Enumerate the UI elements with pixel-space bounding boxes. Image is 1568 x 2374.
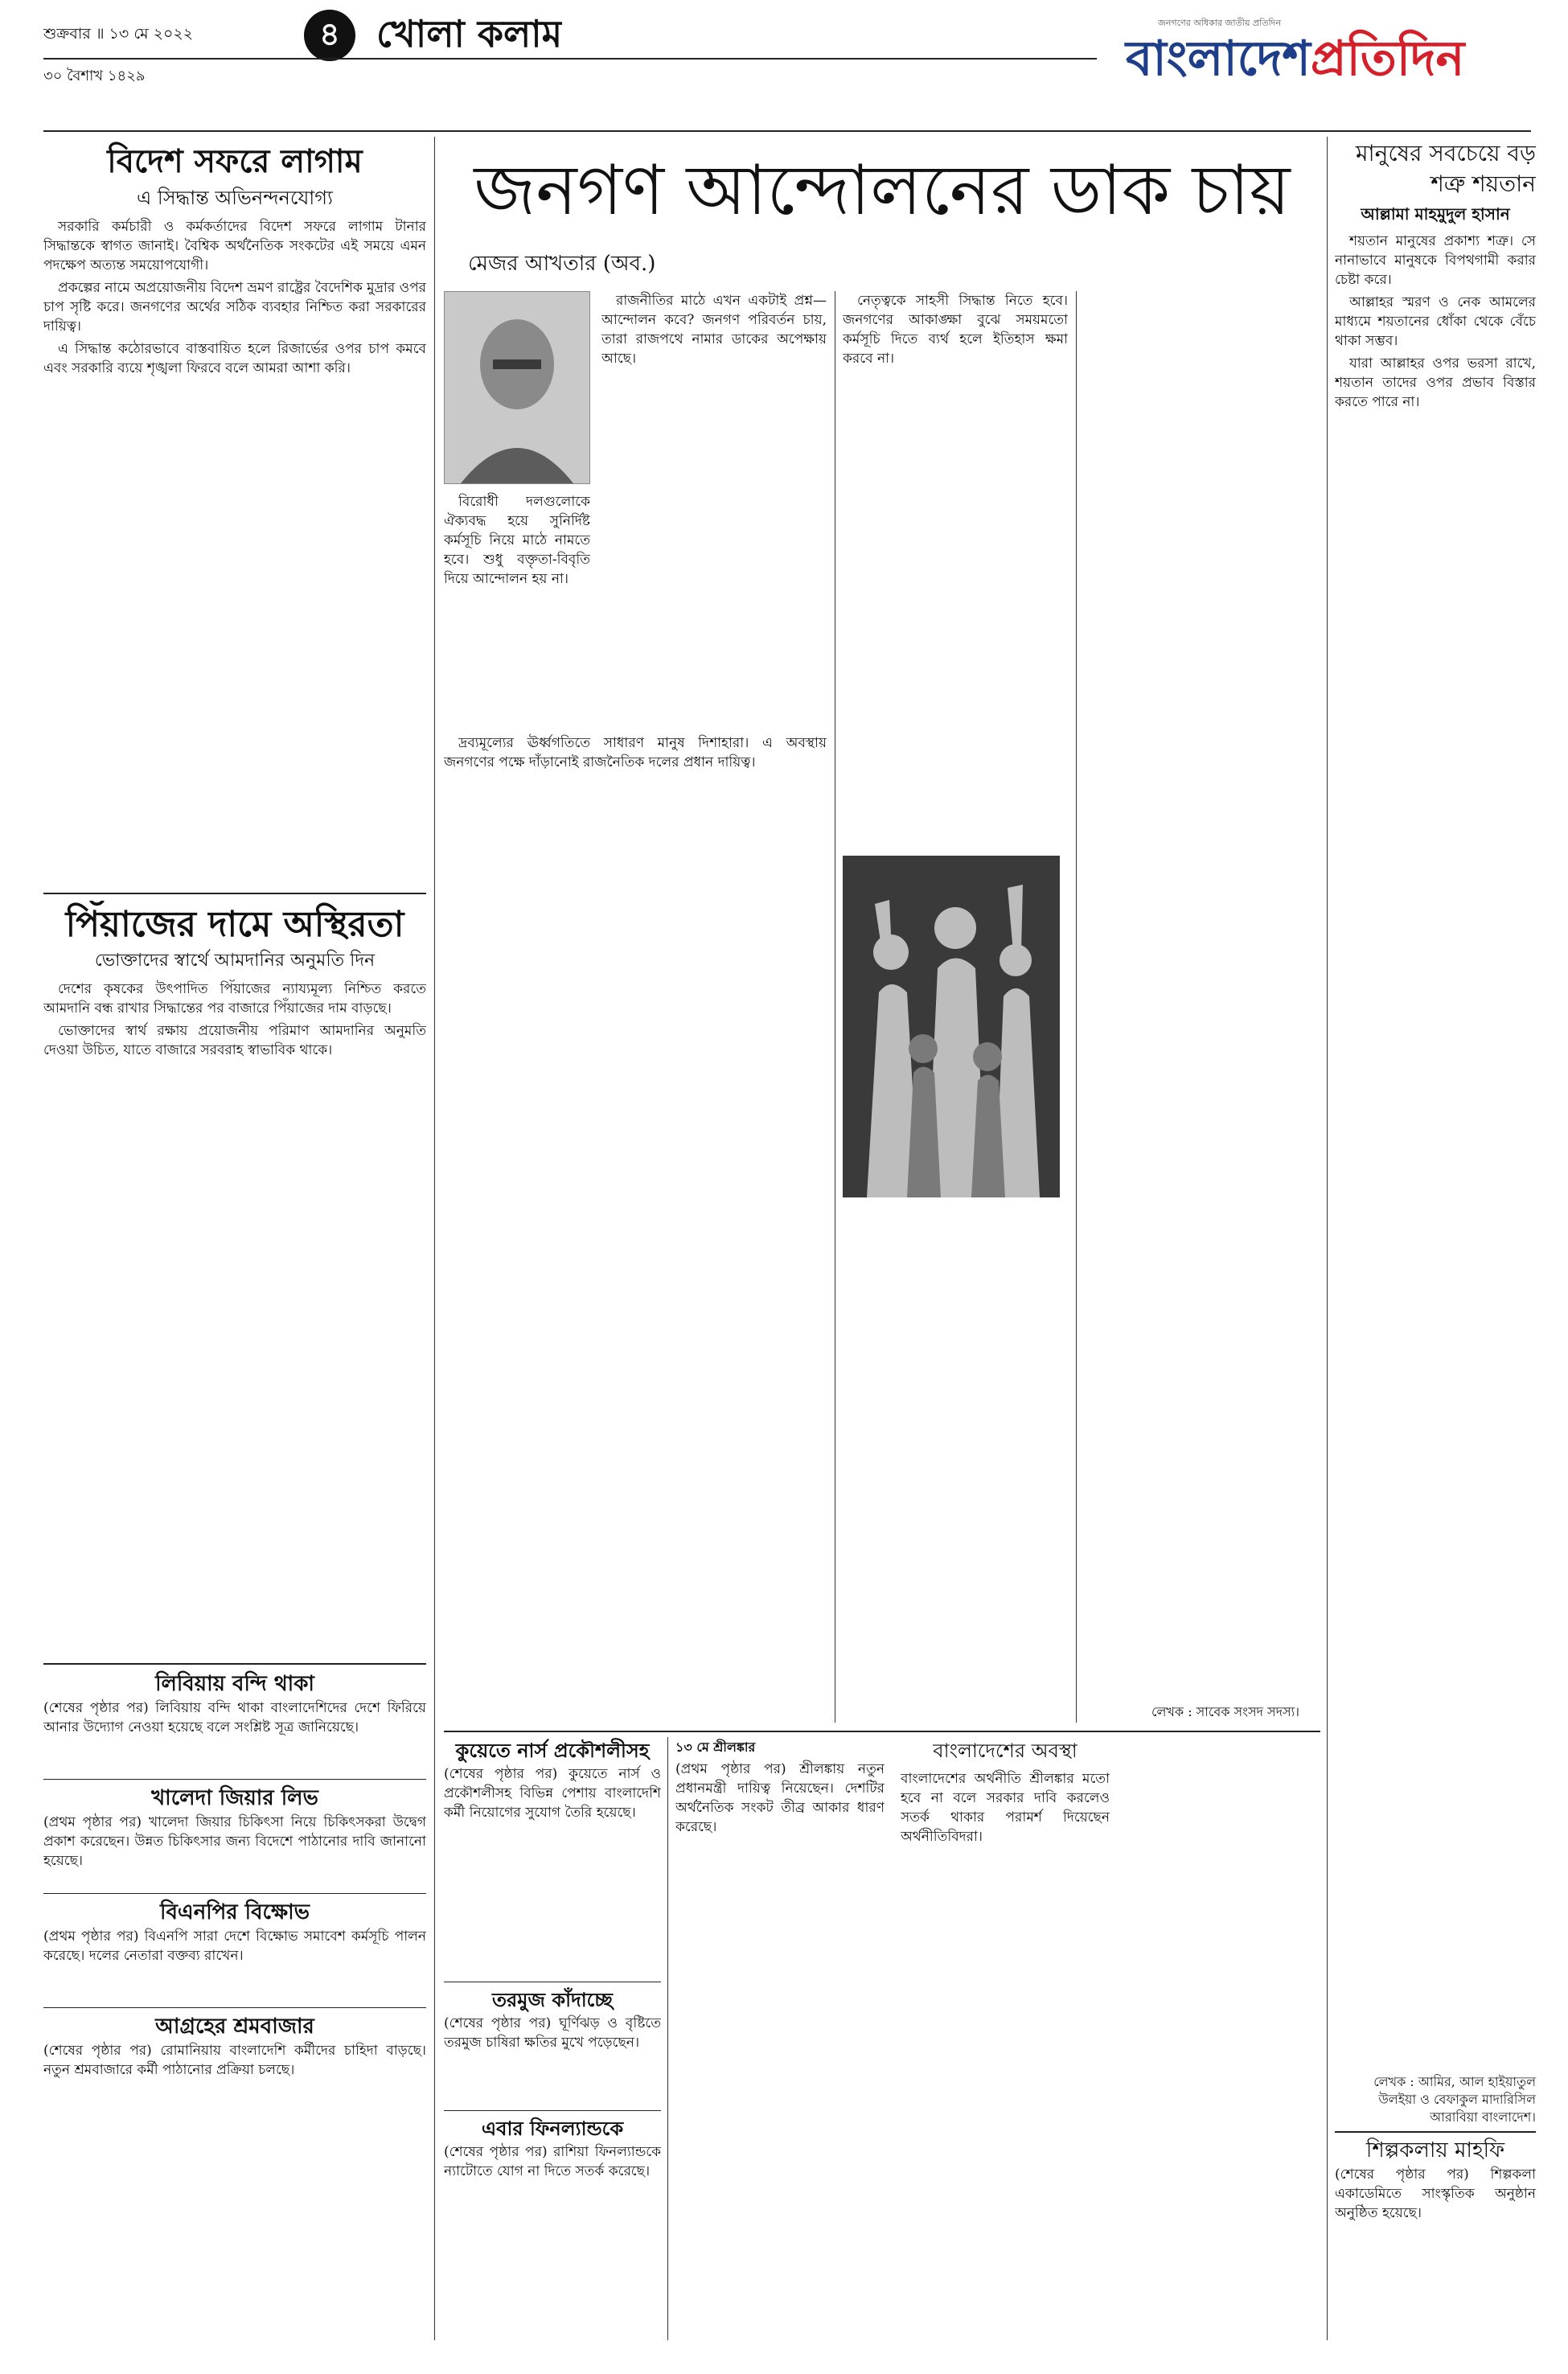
main-headline: জনগণ আন্দোলনের ডাক চায় bbox=[474, 150, 1291, 231]
brief-shilpakala: শিল্পকলায় মাহফি (শেষের পৃষ্ঠার পর) শিল্পকলা একাডেমিতে সাংস্কৃতিক অনুষ্ঠান অনুষ্ঠিত হয়েছে। bbox=[1335, 2138, 1536, 2221]
masthead bbox=[0, 0, 1568, 133]
main-body-col1b: বিরোধী দলগুলোকে ঐক্যবদ্ধ হয়ে সুনির্দিষ্ট কর্মসূচি নিয়ে মাঠে নামতে হবে। শুধু বক্তৃতা-বিবৃতি দিয়ে আন্দোলন হয় না। bbox=[444, 494, 590, 587]
author-byline: মেজর আখতার (অব.) bbox=[468, 252, 656, 276]
brief-bnp: বিএনপির বিক্ষোভ (প্রথম পৃষ্ঠার পর) বিএনপি সারা দেশে বিক্ষোভ সমাবেশ কর্মসূচি পালন করেছে। দলের নেতারা বক্তব্য রাখেন। bbox=[43, 1900, 426, 1964]
editorial-body: দেশের কৃষকের উৎপাদিত পিঁয়াজের ন্যায্যমূল্য নিশ্চিত করতে আমদানি বন্ধ রাখার সিদ্ধান্তের পর বাজারে পিঁয়াজের দাম বাড়ছে। ভোক্তাদের স্বার্থ রক্ষায় প্রয়োজনীয় পরিমাণ আমদানির অনুমতি দেওয়া উচিত, যাতে বাজারে সরবরাহ স্বাভাবিক থাকে। bbox=[43, 981, 426, 1058]
logo-small-text: জনগণের অধিকার জাতীয় প্রতিদিন bbox=[1158, 18, 1282, 28]
religious-headline: মানুষের সবচেয়ে বড় শত্রু শয়তান bbox=[1355, 140, 1536, 197]
logo-main: বাংলাদেশ bbox=[1126, 31, 1311, 87]
religious-author: আল্লামা মাহমুদুল হাসান bbox=[1361, 204, 1510, 224]
religious-credit: লেখক : আমির, আল হাইয়াতুল উলইয়া ও বেফাকুল মাদারিসিল আরাবিয়া বাংলাদেশ। bbox=[1373, 2074, 1536, 2125]
brief-finland: এবার ফিনল্যান্ডকে (শেষের পৃষ্ঠার পর) রাশিয়া ফিনল্যান্ডকে ন্যাটোতে যোগ না দিতে সতর্ক করেছে। bbox=[444, 2117, 661, 2179]
page-number: ৪ bbox=[319, 15, 340, 53]
logo-accent: প্রতিদিন bbox=[1310, 31, 1465, 87]
main-body-col3 bbox=[1084, 291, 1317, 1690]
religious-body: শয়তান মানুষের প্রকাশ্য শত্রু। সে নানাভাবে মানুষকে বিপথগামী করার চেষ্টা করে। আল্লাহর স্মরণ ও নেক আমলের মাধ্যমে শয়তানের ধোঁকা থেকে বেঁচে থাকা সম্ভব। যারা আল্লাহর ওপর ভরসা রাখে, শয়তান তাদের ওপর প্রভাব বিস্তার করতে পারে না। bbox=[1335, 233, 1536, 410]
editorial-piyaj bbox=[43, 901, 426, 1657]
editorial-subhead: ভোক্তাদের স্বার্থে আমদানির অনুমতি দিন bbox=[94, 951, 376, 971]
page-number-badge bbox=[304, 10, 355, 61]
main-body-col2: নেতৃত্বকে সাহসী সিদ্ধান্ত নিতে হবে। জনগণের আকাঙ্ক্ষা বুঝে সময়মতো কর্মসূচি দিতে ব্যর্থ হলে ইতিহাস ক্ষমা করবে না। bbox=[843, 293, 1068, 367]
brief-srilanka: ১৩ মে শ্রীলঙ্কার (প্রথম পৃষ্ঠার পর) শ্রীলঙ্কায় নতুন প্রধানমন্ত্রী দায়িত্ব নিয়েছেন। দেশটির অর্থনৈতিক সংকট তীব্র আকার ধারণ করেছে। বাংলাদেশের অবস্থা বাংলাদেশের অর্থনীতি শ্রীলঙ্কার মতো হবে না বলে সরকার দাবি করলেও সতর্ক থাকার পরামর্শ দিয়েছেন অর্থনীতিবিদরা। bbox=[675, 1739, 1110, 1845]
editorial-subhead: এ সিদ্ধান্ত অভিনন্দনযোগ্য bbox=[137, 187, 333, 209]
brief-khaleda: খালেদা জিয়ার লিভ (প্রথম পৃষ্ঠার পর) খালেদা জিয়ার চিকিৎসা নিয়ে চিকিৎসকরা উদ্বেগ প্রকাশ করেছেন। উন্নত চিকিৎসার জন্য বিদেশে পাঠানোর দাবি জানানো হয়েছে। bbox=[43, 1786, 426, 1869]
brief-kuwait: কুয়েতে নার্স প্রকৌশলীসহ (শেষের পৃষ্ঠার পর) কুয়েতে নার্স ও প্রকৌশলীসহ বিভিন্ন পেশায় বাংলাদেশি কর্মী নিয়োগের সুযোগ তৈরি হয়েছে। bbox=[444, 1739, 661, 1821]
main-article bbox=[444, 138, 1320, 1727]
editorial-headline: পিঁয়াজের দামে অস্থিরতা bbox=[65, 904, 404, 945]
main-body-col2b bbox=[843, 1206, 1068, 1721]
section-title: খোলা কলাম bbox=[376, 12, 563, 55]
brief-tormuj: তরমুজ কাঁদাচ্ছে (শেষের পৃষ্ঠার পর) ঘূর্ণিঝড় ও বৃষ্টিতে তরমুজ চাষিরা ক্ষতির মুখে পড়েছেন। bbox=[444, 1989, 661, 2051]
editorial-headline: বিদেশ সফরে লাগাম bbox=[107, 142, 363, 180]
article-tagline: লেখক : সাবেক সংসদ সদস্য। bbox=[1151, 1704, 1299, 1719]
site-logo[interactable] bbox=[1126, 11, 1536, 124]
religious-article bbox=[1335, 138, 1536, 2125]
brief-libya: লিবিয়ায় বন্দি থাকা (শেষের পৃষ্ঠার পর) লিবিয়ায় বন্দি থাকা বাংলাদেশিদের দেশে ফিরিয়ে আনার উদ্যোগ নেওয়া হয়েছে বলে সংশ্লিষ্ট সূত্র জানিয়েছে। bbox=[43, 1672, 426, 1735]
editorial-bidesh-sofor bbox=[43, 140, 426, 888]
main-body-col1: রাজনীতির মাঠে এখন একটাই প্রশ্ন—আন্দোলন কবে? জনগণ পরিবর্তন চায়, তারা রাজপথে নামার ডাকের অপেক্ষায় আছে। bbox=[601, 293, 827, 367]
editorial-body: সরকারি কর্মচারী ও কর্মকর্তাদের বিদেশ সফরে লাগাম টানার সিদ্ধান্তকে স্বাগত জানাই। বৈশ্বিক অর্থনৈতিক সংকটের এই সময়ে এমন পদক্ষেপ অত্যন্ত সময়োপযোগী। প্রকল্পের নামে অপ্রয়োজনীয় বিদেশ ভ্রমণ রাষ্ট্রের বৈদেশিক মুদ্রার ওপর চাপ সৃষ্টি করে। জনগণের অর্থের সঠিক ব্যবহার নিশ্চিত করা সরকারের দায়িত্ব। এ সিদ্ধান্ত কঠোরভাবে বাস্তবায়িত হলে রিজার্ভের ওপর চাপ কমবে এবং সরকারি ব্যয়ে শৃঙ্খলা ফিরবে বলে আমরা আশা করি। bbox=[43, 219, 426, 376]
date-line: শুক্রবার ॥ ১৩ মে ২০২২ bbox=[43, 25, 194, 43]
protest-illustration bbox=[843, 856, 1060, 1197]
brief-srombazar: আগ্রহের শ্রমবাজার (শেষের পৃষ্ঠার পর) রোমানিয়ায় বাংলাদেশি কর্মীদের চাহিদা বাড়ছে। নতুন শ্রমবাজারে কর্মী পাঠানোর প্রক্রিয়া চলছে। bbox=[43, 2015, 426, 2078]
bangla-date: ৩০ বৈশাখ ১৪২৯ bbox=[43, 68, 146, 84]
main-body-col1c: দ্রব্যমূল্যের ঊর্ধ্বগতিতে সাধারণ মানুষ দিশাহারা। এ অবস্থায় জনগণের পক্ষে দাঁড়ানোই রাজনৈতিক দলের প্রধান দায়িত্ব। bbox=[444, 735, 827, 770]
author-photo bbox=[444, 291, 590, 484]
